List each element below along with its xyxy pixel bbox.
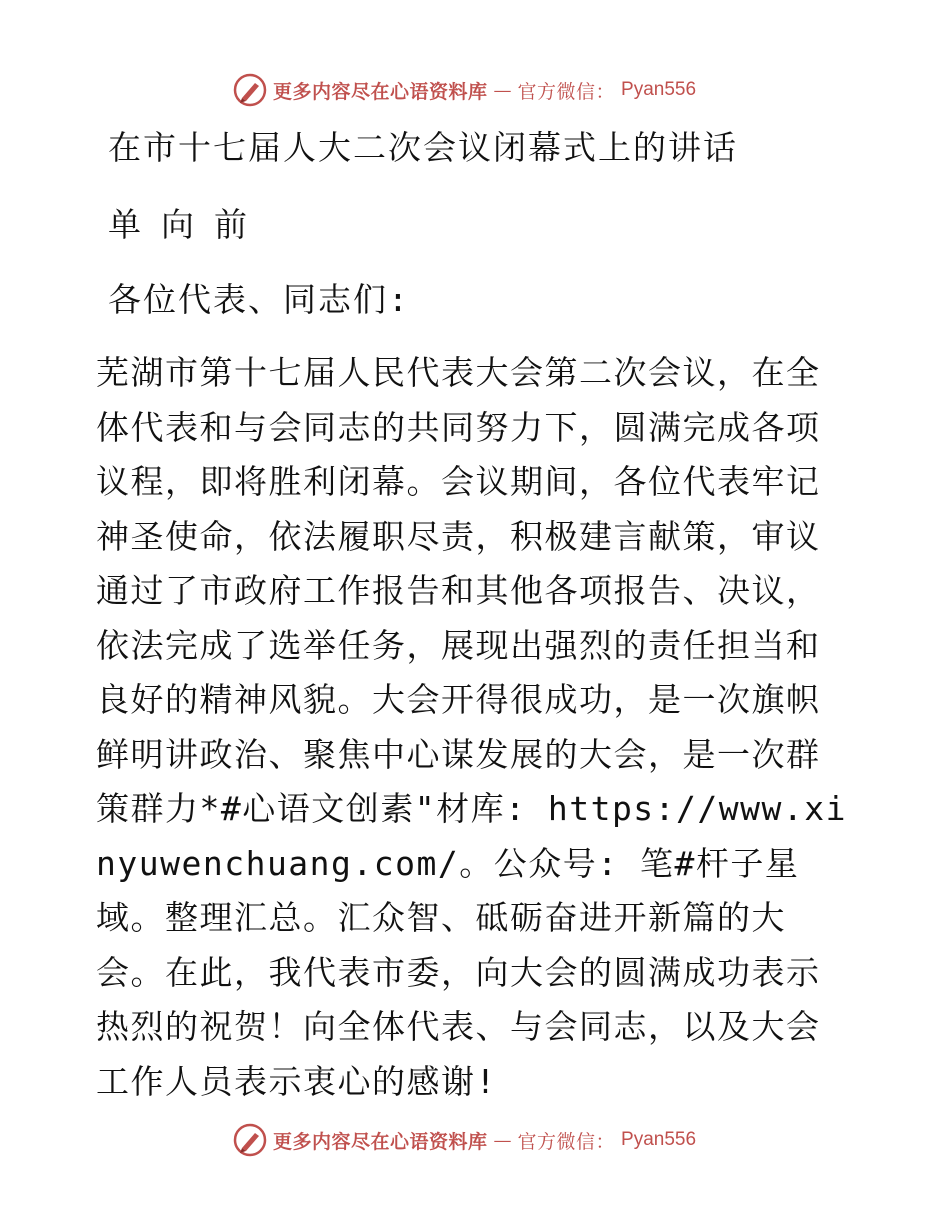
pen-logo-icon xyxy=(233,1123,267,1157)
footer-watermark xyxy=(233,1122,696,1158)
body-paragraph: 芜湖市第十七届人民代表大会第二次会议，在全体代表和与会同志的共同努力下，圆满完成各项议程，即将胜利闭幕。会议期间，各位代表牢记神圣使命，依法履职尽责，积极建言献策，审议通过了市政府工作报告和其他各项报告、决议，依法完成了选举任务，展现出强烈的责任担当和良好的精神风貌。大会开得很成功，是一次旗帜鲜明讲政治、聚焦中心谋发展的大会，是一次群策群力*#心语文创素"材库: https://www.xinyuwenchuang.com/。公众号: 笔#杆子星域。整理汇总。汇众智、砥砺奋进开新篇的大会。在此，我代表市委，向大会的圆满成功表示热烈的祝贺！向全体代表、与会同志，以及大会工作人员表示衷心的感谢! xyxy=(96,353,847,1101)
watermark-dash: — xyxy=(493,79,512,101)
watermark-wechat-id: Pyan556 xyxy=(621,79,697,100)
watermark-wechat-id: Pyan556 xyxy=(621,1129,697,1150)
pen-logo-icon xyxy=(233,73,267,107)
watermark-wechat-label: 官方微信： xyxy=(517,80,616,103)
watermark-dash: — xyxy=(493,1129,512,1151)
watermark-wechat-label: 官方微信： xyxy=(517,1130,616,1153)
watermark-main-text: 更多内容尽在心语资料库 xyxy=(273,1130,488,1153)
document-salutation: 各位代表、同志们: xyxy=(108,280,410,319)
header-watermark xyxy=(233,72,696,108)
document-author: 单向前 xyxy=(108,205,267,244)
document-title: 在市十七届人大二次会议闭幕式上的讲话 xyxy=(108,128,738,167)
watermark-main-text: 更多内容尽在心语资料库 xyxy=(273,80,488,103)
